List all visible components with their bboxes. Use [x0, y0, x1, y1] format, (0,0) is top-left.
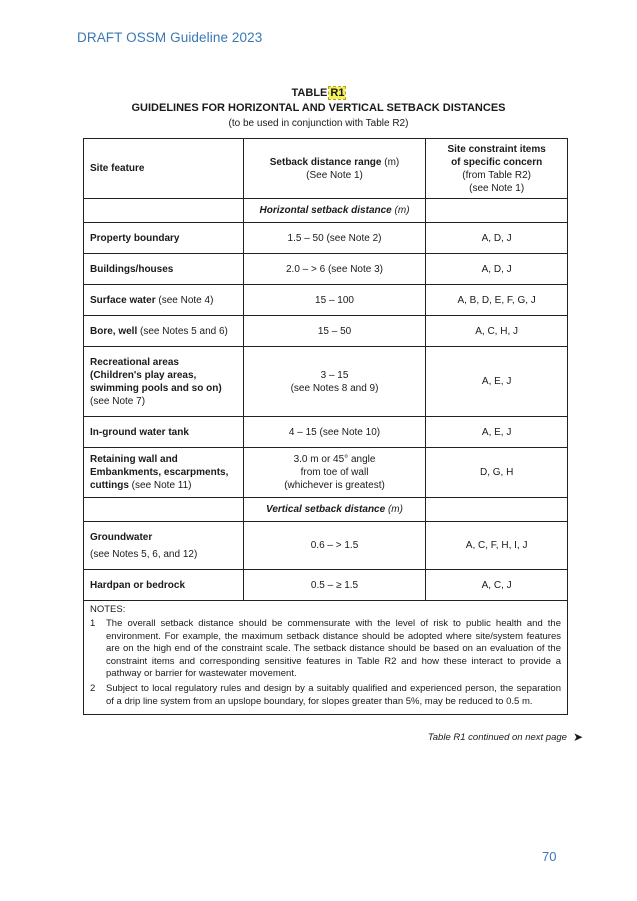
feature-name: Buildings/houses [90, 263, 174, 275]
feature-line: swimming pools and so on) [90, 382, 222, 394]
table-title [0, 86, 637, 100]
page-number: 70 [542, 849, 557, 864]
setback-header-note: (See Note 1) [306, 169, 363, 181]
setback-cell: 0.6 – > 1.5 [243, 522, 426, 570]
constraint-cell: A, D, J [426, 223, 568, 254]
setback-header-unit: (m) [384, 156, 400, 168]
site-feature-cell [84, 522, 244, 570]
table-number-highlight: R1 [330, 87, 345, 99]
empty-cell [426, 199, 568, 223]
feature-line: (Children's play areas, [90, 369, 197, 381]
continued-text: Table R1 continued on next page [427, 731, 567, 743]
site-feature-cell [84, 316, 244, 347]
table-row [84, 570, 568, 601]
col-header-setback [243, 139, 426, 199]
setback-cell [243, 347, 426, 417]
table-title-prefix: TABLE [291, 87, 328, 99]
feature-name: Groundwater [90, 531, 153, 543]
feature-name: Bore, well [90, 325, 138, 337]
setback-cell: 2.0 – > 6 (see Note 3) [243, 254, 426, 285]
feature-line: Embankments, escarpments, [90, 467, 229, 478]
constraint-cell: A, C, J [426, 570, 568, 601]
setback-cell: 4 – 15 (see Note 10) [243, 417, 426, 448]
vertical-unit: (m) [387, 504, 403, 515]
notes-title: NOTES: [90, 604, 126, 615]
arrow-right-icon: ➤ [572, 730, 583, 744]
constraint-cell: A, E, J [426, 417, 568, 448]
setback-cell: 0.5 – ≥ 1.5 [243, 570, 426, 601]
notes-cell [84, 601, 568, 715]
col-header-constraints [426, 139, 568, 199]
feature-line: cuttings [90, 480, 129, 491]
document-header: DRAFT OSSM Guideline 2023 [77, 30, 263, 45]
table-row [84, 448, 568, 498]
note-item [90, 683, 561, 708]
site-feature-cell [84, 285, 244, 316]
constraint-cell: A, B, D, E, F, G, J [426, 285, 568, 316]
col-header-site-feature: Site feature [84, 139, 244, 199]
horizontal-unit: (m) [394, 205, 410, 216]
note-number: 2 [90, 683, 96, 695]
site-feature-cell [84, 570, 244, 601]
setback-line: 3.0 m or 45° angle [293, 454, 376, 465]
table-row [84, 316, 568, 347]
note-text: Subject to local regulatory rules and design by a suitably qualified and experienced person, the separation of a drip line system from an upslope boundary, for slopes greater than 5%, may be reduced to 0.5 m. [106, 683, 561, 707]
section-label-horizontal [243, 199, 426, 223]
setback-cell [243, 448, 426, 498]
constraint-header-l3: (from Table R2) [462, 169, 531, 181]
note-item [90, 618, 561, 680]
feature-name: Property boundary [90, 232, 180, 244]
table-row [84, 223, 568, 254]
section-row-vertical [84, 498, 568, 522]
site-feature-cell [84, 417, 244, 448]
setback-cell: 15 – 50 [243, 316, 426, 347]
vertical-label: Vertical setback distance [266, 504, 386, 515]
constraint-cell: D, G, H [426, 448, 568, 498]
constraint-cell: A, D, J [426, 254, 568, 285]
constraint-header-l4: (see Note 1) [469, 182, 525, 194]
feature-note: (see Note 7) [90, 395, 146, 407]
empty-cell [84, 498, 244, 522]
constraint-cell: A, C, H, J [426, 316, 568, 347]
setback-header-title: Setback distance range [269, 156, 382, 168]
feature-line: Retaining wall and [90, 454, 178, 465]
constraint-header-l1: Site constraint items [447, 143, 546, 155]
feature-note: (see Note 4) [158, 294, 214, 306]
note-number: 1 [90, 618, 96, 630]
feature-note: (see Notes 5 and 6) [140, 325, 228, 337]
section-row-horizontal [84, 199, 568, 223]
continued-note [428, 730, 583, 744]
table-row [84, 285, 568, 316]
site-feature-cell [84, 223, 244, 254]
site-feature-cell [84, 448, 244, 498]
site-feature-cell [84, 254, 244, 285]
feature-note: (see Note 11) [131, 480, 192, 491]
section-label-vertical [243, 498, 426, 522]
feature-name: In-ground water tank [90, 426, 189, 438]
empty-cell [84, 199, 244, 223]
setback-line: (whichever is greatest) [284, 480, 385, 491]
constraint-cell: A, E, J [426, 347, 568, 417]
table-title-block [0, 86, 637, 131]
feature-line: Recreational areas [90, 356, 179, 368]
constraint-header-l2: of specific concern [451, 156, 543, 168]
table-row [84, 254, 568, 285]
table-heading: GUIDELINES FOR HORIZONTAL AND VERTICAL SETBACK DISTANCES [131, 102, 506, 114]
horizontal-label: Horizontal setback distance [259, 205, 392, 216]
feature-name: Surface water [90, 294, 156, 306]
setback-cell: 15 – 100 [243, 285, 426, 316]
table-subheading: (to be used in conjunction with Table R2) [228, 118, 409, 129]
setback-line: from toe of wall [300, 467, 369, 478]
table-row [84, 417, 568, 448]
constraint-cell: A, C, F, H, I, J [426, 522, 568, 570]
feature-name: Hardpan or bedrock [90, 579, 186, 591]
table-row [84, 347, 568, 417]
empty-cell [426, 498, 568, 522]
setback-line: (see Notes 8 and 9) [290, 382, 379, 394]
setback-table [83, 138, 568, 715]
note-text: The overall setback distance should be commensurate with the level of risk to public health and the environment. For example, the maximum setback distance should be adopted where site/system features are on the high end of the constraint scale. The setback distance should be based on an evaluation of the constraint items and corresponding sensitive features in Table R2 and how these interact to provide a pathway or barrier for wastewater movement. [106, 618, 561, 680]
site-feature-cell [84, 347, 244, 417]
table-header-row [84, 139, 568, 199]
notes-row [84, 601, 568, 715]
feature-note: (see Notes 5, 6, and 12) [90, 548, 198, 560]
table-row [84, 522, 568, 570]
setback-cell: 1.5 – 50 (see Note 2) [243, 223, 426, 254]
setback-line: 3 – 15 [320, 369, 349, 381]
